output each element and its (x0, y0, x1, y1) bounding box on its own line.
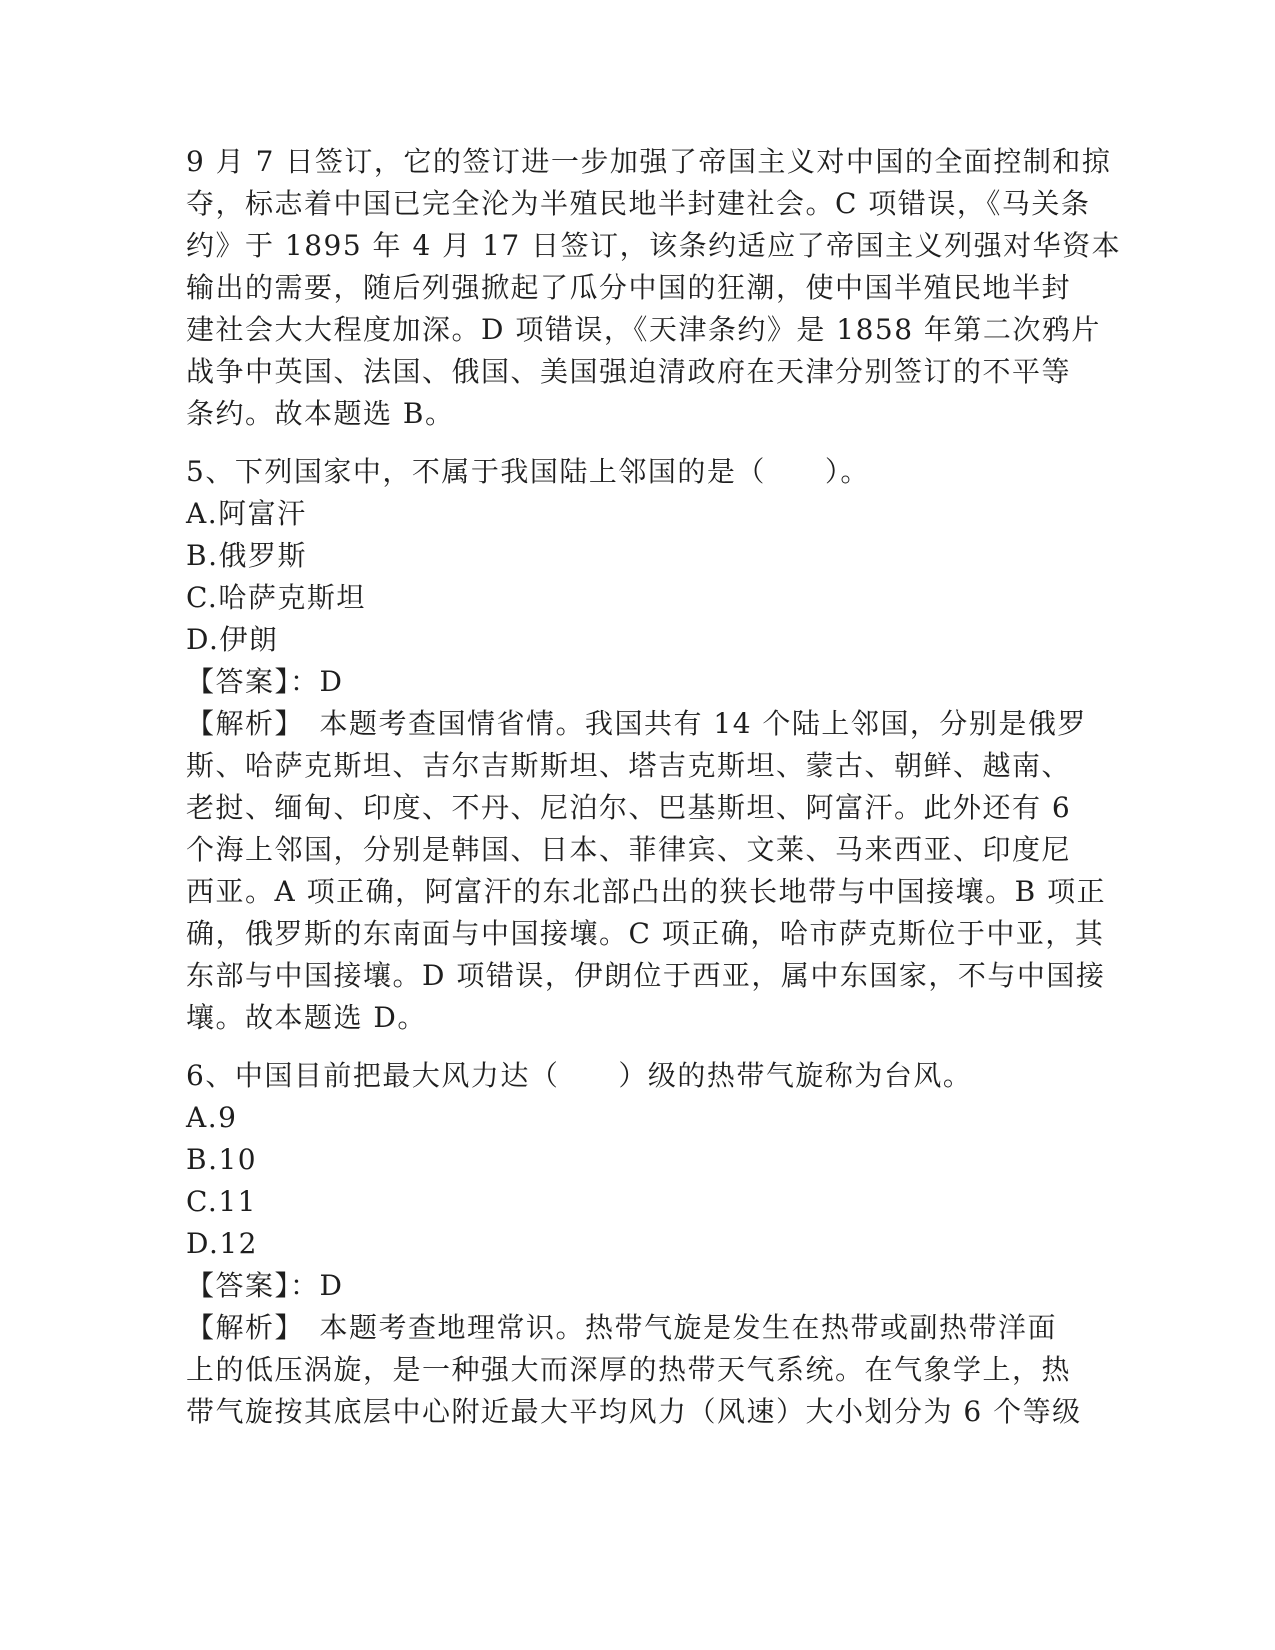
prev-explanation-line: 战争中英国、法国、俄国、美国强迫清政府在天津分别签订的不平等 (186, 355, 1072, 388)
question-5-explanation-line: 【解析】 本题考查国情省情。我国共有 14 个陆上邻国，分别是俄罗 (186, 707, 1087, 740)
question-5-option-c: C.哈萨克斯坦 (186, 581, 366, 614)
question-5-explanation-line: 确，俄罗斯的东南面与中国接壤。C 项正确，哈市萨克斯位于中亚，其 (186, 917, 1105, 950)
question-5-explanation-line: 东部与中国接壤。D 项错误，伊朗位于西亚，属中东国家，不与中国接 (186, 959, 1106, 992)
question-5-answer: 【答案】：D (186, 665, 344, 698)
prev-explanation-line: 条约。故本题选 B。 (186, 397, 455, 430)
prev-explanation-line: 夺，标志着中国已完全沦为半殖民地半封建社会。C 项错误，《马关条 (186, 187, 1091, 220)
question-6-explanation-line: 带气旋按其底层中心附近最大平均风力（风速）大小划分为 6 个等级 (186, 1395, 1082, 1428)
question-6-explanation-line: 上的低压涡旋，是一种强大而深厚的热带天气系统。在气象学上，热 (186, 1353, 1072, 1386)
question-6-option-d: D.12 (186, 1227, 258, 1260)
prev-explanation-line: 约》于 1895 年 4 月 17 日签订，该条约适应了帝国主义列强对华资本 (186, 229, 1122, 262)
question-6-answer: 【答案】：D (186, 1269, 344, 1302)
question-6-explanation-line: 【解析】 本题考查地理常识。热带气旋是发生在热带或副热带洋面 (186, 1311, 1058, 1344)
prev-explanation-line: 9 月 7 日签订，它的签订进一步加强了帝国主义对中国的全面控制和掠 (186, 145, 1112, 178)
question-5-option-a: A.阿富汗 (186, 497, 307, 530)
question-6-option-c: C.11 (186, 1185, 257, 1218)
question-5-explanation-line: 西亚。A 项正确，阿富汗的东北部凸出的狭长地带与中国接壤。B 项正 (186, 875, 1107, 908)
question-6-option-b: B.10 (186, 1143, 258, 1176)
question-5-option-b: B.俄罗斯 (186, 539, 307, 572)
prev-explanation-line: 输出的需要，随后列强掀起了瓜分中国的狂潮，使中国半殖民地半封 (186, 271, 1072, 304)
question-5-option-d: D.伊朗 (186, 623, 279, 656)
question-5-explanation-line: 壤。故本题选 D。 (186, 1001, 427, 1034)
question-5-explanation-line: 个海上邻国，分别是韩国、日本、菲律宾、文莱、马来西亚、印度尼 (186, 833, 1072, 866)
question-6-stem: 6、中国目前把最大风力达（ ）级的热带气旋称为台风。 (186, 1059, 973, 1092)
question-6-option-a: A.9 (186, 1101, 238, 1134)
question-5-explanation-line: 老挝、缅甸、印度、不丹、尼泊尔、巴基斯坦、阿富汗。此外还有 6 (186, 791, 1072, 824)
question-5-stem: 5、下列国家中，不属于我国陆上邻国的是（ ）。 (186, 455, 870, 488)
prev-explanation-line: 建社会大大程度加深。D 项错误，《天津条约》是 1858 年第二次鸦片 (186, 313, 1101, 346)
question-5-explanation-line: 斯、哈萨克斯坦、吉尔吉斯斯坦、塔吉克斯坦、蒙古、朝鲜、越南、 (186, 749, 1072, 782)
